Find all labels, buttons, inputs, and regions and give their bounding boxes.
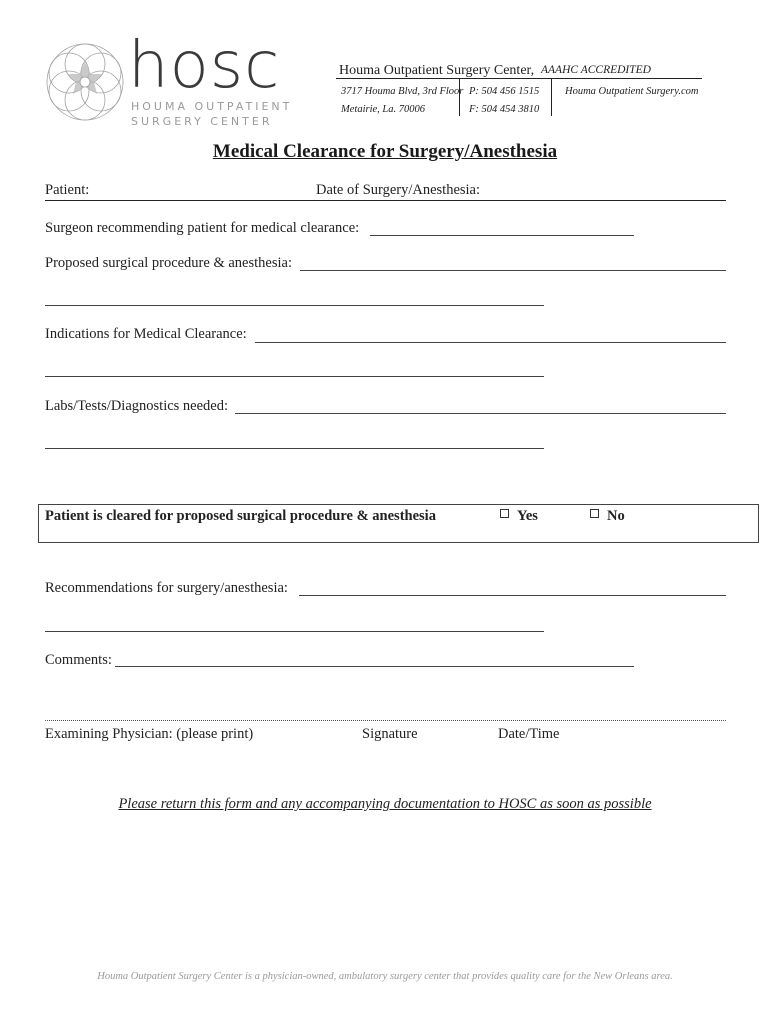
surgeon-field[interactable] [370,235,634,236]
recommendations-label: Recommendations for surgery/anesthesia: [45,580,288,596]
date-of-surgery-label: Date of Surgery/Anesthesia: [316,182,481,198]
header-divider [551,79,552,116]
physician-label: Examining Physician: (please print) [45,726,254,742]
no-label: No [607,508,625,524]
form-title: Medical Clearance for Surgery/Anesthesia [212,141,558,162]
recommendations-field-line2[interactable] [45,631,544,632]
header-rule [336,78,702,79]
no-checkbox[interactable] [590,509,599,518]
labs-label: Labs/Tests/Diagnostics needed: [45,398,229,414]
address-line2: Metairie, La. 70006 [341,104,425,115]
address-line1: 3717 Houma Blvd, 3rd Floor [341,86,464,97]
yes-label: Yes [517,508,538,524]
labs-field-line2[interactable] [45,448,544,449]
logo-subtitle-line2: SURGERY CENTER [131,115,273,128]
clearance-yes-option[interactable] [500,508,538,525]
surgeon-label: Surgeon recommending patient for medical clearance: [45,220,360,236]
labs-field[interactable] [235,413,726,414]
header-divider [459,79,460,116]
fax-number: F: 504 454 3810 [469,104,540,115]
hosc-logo-icon [44,40,126,124]
patient-date-field[interactable] [45,200,726,201]
datetime-label: Date/Time [498,726,560,742]
footer-tagline: Houma Outpatient Surgery Center is a physician-owned, ambulatory surgery center that provides quality care for the New Orleans area. [97,971,673,982]
logo-wordmark: hosc [128,29,281,103]
logo-subtitle-line1: HOUMA OUTPATIENT [131,100,293,113]
procedure-field-line2[interactable] [45,305,544,306]
procedure-field[interactable] [300,270,726,271]
return-instructions: Please return this form and any accompanying documentation to HOSC as soon as possible [118,796,652,812]
comments-label: Comments: [45,652,112,668]
signature-label: Signature [362,726,418,742]
patient-label: Patient: [45,182,90,198]
indications-field[interactable] [255,342,726,343]
indications-label: Indications for Medical Clearance: [45,326,247,342]
indications-field-line2[interactable] [45,376,544,377]
yes-checkbox[interactable] [500,509,509,518]
clearance-statement: Patient is cleared for proposed surgical procedure & anesthesia [45,508,436,524]
procedure-label: Proposed surgical procedure & anesthesia: [45,255,292,271]
accreditation: AAAHC ACCREDITED [541,64,651,76]
recommendations-field[interactable] [299,595,726,596]
center-name: Houma Outpatient Surgery Center, [339,63,535,78]
comments-field[interactable] [115,666,634,667]
phone-number: P: 504 456 1515 [469,86,540,97]
clearance-no-option[interactable] [590,508,625,525]
signature-line[interactable] [45,720,726,721]
website-link[interactable]: Houma Outpatient Surgery.com [565,86,699,97]
